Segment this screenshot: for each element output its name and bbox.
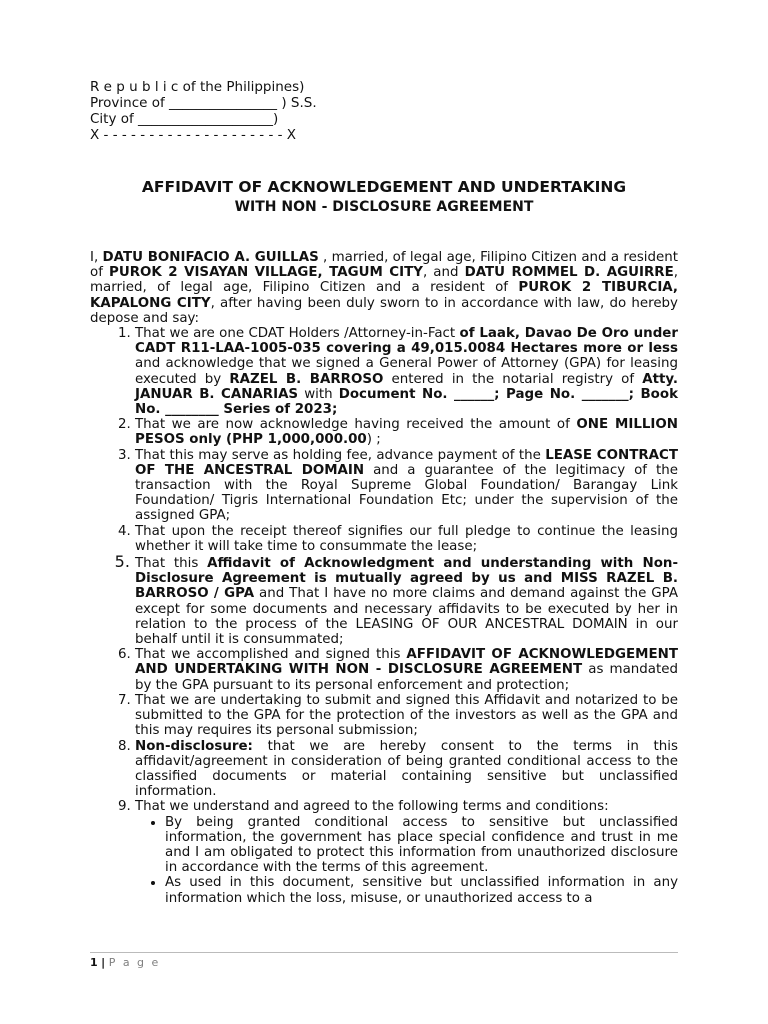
- clause-text: That this may serve as holding fee, advance payment of the: [135, 447, 546, 463]
- intro-text: , after having been duly sworn to in accordance with law, do hereby depose and say:: [90, 295, 678, 326]
- clause-text: ) ;: [366, 432, 381, 448]
- affiant-address-1: PUROK 2 VISAYAN VILLAGE, TAGUM CITY: [109, 265, 423, 281]
- term-bullet-1: • By being granted conditional access to sensitive but unclassified information, the government has place special confidence and trust in me and I am obligated to protect this information from unauthorized disclosure in accordance with the terms of this agreement.: [165, 815, 678, 876]
- clause-text: and acknowledge that we signed a General Power of Attorney (GPA) for leasing executed by: [135, 356, 678, 387]
- document-title: AFFIDAVIT OF ACKNOWLEDGEMENT AND UNDERTAKING: [141, 178, 627, 196]
- clause-9: [135, 799, 678, 905]
- clause-text: That we are one CDAT Holders /Attorney-in-Fact: [135, 326, 460, 342]
- clause-bold: RAZEL B. BARROSO: [229, 371, 384, 387]
- clause-text: entered in the notarial registry of: [383, 371, 643, 387]
- clause-text: That this: [135, 556, 208, 572]
- clause-text: That we are undertaking to submit and signed this Affidavit and notarized to be submitted to the GPA for the protection of the investors as well as the GPA and this may requires its personal submission;: [135, 692, 678, 739]
- clause-6: [135, 647, 678, 693]
- caption-separator: X - - - - - - - - - - - - - - - - - - - - X: [90, 127, 297, 143]
- clause-2: [135, 417, 678, 447]
- clause-text: and That I have no more claims and demand against the GPA except for some documents and necessary affidavits to be executed by her in relation to the process of the LEASING OF OUR ANCESTRAL DOMAIN in our behalf until it is consummated;: [135, 586, 678, 648]
- intro-text: , and: [422, 265, 465, 281]
- caption-province: Province of ________________ ) S.S.: [90, 95, 317, 111]
- page-label: P a g e: [108, 956, 161, 969]
- affiant-name-2: DATU ROMMEL D. AGUIRRE: [464, 265, 674, 281]
- term-bullet-2: • As used in this document, sensitive but unclassified information in any information which the loss, misuse, or unauthorized access to a: [165, 875, 678, 905]
- intro-text: I,: [90, 250, 103, 265]
- clause-bold: of Laak, Davao De Oro under CADT R11-LAA-1005-035 covering a 49,015.0084 Hectares more or less: [135, 326, 678, 357]
- numbered-clauses: [90, 326, 678, 906]
- clause-text: with: [298, 386, 339, 402]
- clause-4: [135, 524, 678, 554]
- page-footer: [90, 956, 160, 969]
- intro-text: , married, of legal age, Filipino Citizen and a resident of: [90, 250, 678, 281]
- clause-bold: Affidavit of Acknowledgment and understanding with Non-Disclosure Agreement is mutually agreed by us and MISS RAZEL B. BARROSO / GPA: [135, 556, 679, 602]
- affiant-name-1: DATU BONIFACIO A. GUILLAS: [102, 250, 319, 265]
- clause-text: as mandated by the GPA pursuant to its personal enforcement and protection;: [135, 662, 678, 693]
- clause-text: That we understand and agreed to the following terms and conditions:: [135, 799, 609, 815]
- clause-3: [135, 448, 678, 524]
- clause-text: that we are hereby consent to the terms in this affidavit/agreement in consideration of being granted conditional access to the classified documents or material containing sensitive but unclassified information.: [135, 738, 678, 800]
- clause-bold: ONE MILLION PESOS only (PHP 1,000,000.00: [135, 417, 678, 448]
- intro-paragraph: [90, 250, 678, 326]
- clause-text: That we accomplished and signed this: [135, 647, 407, 663]
- footer-separator: |: [101, 956, 106, 969]
- clause-1: [135, 326, 678, 417]
- clause-bold: Document No. ______; Page No. _______; Book No. ________ Series of 2023;: [135, 386, 678, 418]
- affiant-address-2: PUROK 2 TIBURCIA, KAPALONG CITY: [90, 280, 679, 311]
- clause-bold: AFFIDAVIT OF ACKNOWLEDGEMENT AND UNDERTAKING WITH NON - DISCLOSURE AGREEMENT: [135, 647, 678, 678]
- intro-text: , married, of legal age, Filipino Citizen and a resident of: [90, 265, 678, 296]
- clause-text: That upon the receipt thereof signifies our full pledge to continue the leasing whether it will take time to consummate the lease;: [135, 523, 678, 554]
- caption-republic: R e p u b l i c of the Philippines): [90, 79, 305, 95]
- document-subtitle: WITH NON - DISCLOSURE AGREEMENT: [234, 199, 534, 215]
- footer-divider: [90, 952, 678, 953]
- clause-bold: Atty. JANUAR B. CANARIAS: [135, 371, 678, 402]
- page-number: 1: [90, 956, 98, 969]
- clause-bold: LEASE CONTRACT OF THE ANCESTRAL DOMAIN: [135, 447, 678, 478]
- clause-7: [135, 693, 678, 739]
- clause-bold: Non-disclosure:: [135, 738, 253, 754]
- caption-city: City of ____________________): [90, 111, 279, 127]
- document-body: [90, 250, 678, 906]
- terms-bullet-list: [135, 815, 678, 906]
- clause-8: [135, 739, 678, 800]
- clause-5: [135, 554, 678, 647]
- clause-text: That we are now acknowledge having received the amount of: [135, 417, 577, 433]
- clause-text: and a guarantee of the legitimacy of the transaction with the Royal Supreme Global Foundation/ Barangay Link Foundation/ Tigris International Foundation Etc; under the supervision of the assigned GPA;: [135, 462, 678, 524]
